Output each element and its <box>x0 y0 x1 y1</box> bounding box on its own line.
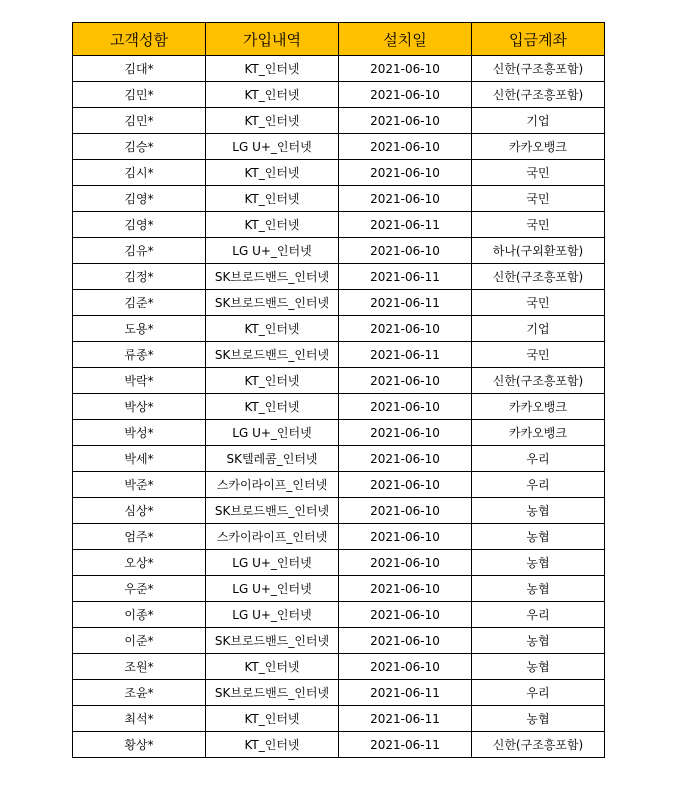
cell-customer-name: 김민* <box>73 108 206 134</box>
table-row <box>73 680 605 706</box>
cell-install-date: 2021-06-10 <box>339 134 472 160</box>
table-row <box>73 56 605 82</box>
table-row <box>73 108 605 134</box>
cell-subscription: KT_인터넷 <box>206 186 339 212</box>
header-subscription: 가입내역 <box>206 23 339 56</box>
cell-customer-name: 김영* <box>73 212 206 238</box>
table-row <box>73 524 605 550</box>
cell-install-date: 2021-06-10 <box>339 446 472 472</box>
cell-install-date: 2021-06-10 <box>339 368 472 394</box>
cell-install-date: 2021-06-10 <box>339 108 472 134</box>
cell-subscription: LG U+_인터넷 <box>206 576 339 602</box>
cell-subscription: KT_인터넷 <box>206 160 339 186</box>
cell-subscription: KT_인터넷 <box>206 56 339 82</box>
cell-install-date: 2021-06-11 <box>339 342 472 368</box>
cell-subscription: KT_인터넷 <box>206 108 339 134</box>
cell-install-date: 2021-06-10 <box>339 316 472 342</box>
cell-deposit-account: 국민 <box>472 212 605 238</box>
table-row <box>73 498 605 524</box>
cell-deposit-account: 카카오뱅크 <box>472 134 605 160</box>
cell-deposit-account: 농협 <box>472 706 605 732</box>
cell-install-date: 2021-06-10 <box>339 576 472 602</box>
table-row <box>73 628 605 654</box>
table-row <box>73 316 605 342</box>
table-row <box>73 602 605 628</box>
cell-subscription: LG U+_인터넷 <box>206 238 339 264</box>
cell-install-date: 2021-06-10 <box>339 654 472 680</box>
cell-subscription: KT_인터넷 <box>206 368 339 394</box>
cell-deposit-account: 신한(구조흥포함) <box>472 56 605 82</box>
table-row <box>73 550 605 576</box>
cell-customer-name: 김준* <box>73 290 206 316</box>
cell-install-date: 2021-06-11 <box>339 212 472 238</box>
table-row <box>73 290 605 316</box>
cell-install-date: 2021-06-11 <box>339 290 472 316</box>
cell-deposit-account: 우리 <box>472 680 605 706</box>
cell-customer-name: 김대* <box>73 56 206 82</box>
cell-install-date: 2021-06-10 <box>339 420 472 446</box>
cell-install-date: 2021-06-10 <box>339 160 472 186</box>
cell-deposit-account: 신한(구조흥포함) <box>472 264 605 290</box>
cell-deposit-account: 우리 <box>472 472 605 498</box>
cell-customer-name: 심상* <box>73 498 206 524</box>
table-row <box>73 342 605 368</box>
cell-customer-name: 최석* <box>73 706 206 732</box>
cell-deposit-account: 우리 <box>472 446 605 472</box>
cell-customer-name: 김유* <box>73 238 206 264</box>
cell-install-date: 2021-06-10 <box>339 238 472 264</box>
cell-deposit-account: 국민 <box>472 342 605 368</box>
cell-deposit-account: 농협 <box>472 498 605 524</box>
table-row <box>73 264 605 290</box>
cell-subscription: KT_인터넷 <box>206 212 339 238</box>
cell-install-date: 2021-06-10 <box>339 550 472 576</box>
cell-install-date: 2021-06-11 <box>339 264 472 290</box>
table-row <box>73 706 605 732</box>
table-row <box>73 446 605 472</box>
cell-customer-name: 도용* <box>73 316 206 342</box>
table-body <box>73 56 605 758</box>
cell-install-date: 2021-06-10 <box>339 628 472 654</box>
cell-deposit-account: 국민 <box>472 160 605 186</box>
cell-deposit-account: 하나(구외환포함) <box>472 238 605 264</box>
cell-customer-name: 오상* <box>73 550 206 576</box>
cell-deposit-account: 신한(구조흥포함) <box>472 82 605 108</box>
cell-customer-name: 박세* <box>73 446 206 472</box>
cell-install-date: 2021-06-10 <box>339 82 472 108</box>
table-row <box>73 576 605 602</box>
cell-subscription: SK브로드밴드_인터넷 <box>206 498 339 524</box>
table-row <box>73 238 605 264</box>
cell-subscription: KT_인터넷 <box>206 654 339 680</box>
cell-deposit-account: 신한(구조흥포함) <box>472 732 605 758</box>
cell-customer-name: 김민* <box>73 82 206 108</box>
cell-customer-name: 엄주* <box>73 524 206 550</box>
cell-subscription: SK텔레콤_인터넷 <box>206 446 339 472</box>
cell-deposit-account: 카카오뱅크 <box>472 394 605 420</box>
cell-customer-name: 이종* <box>73 602 206 628</box>
cell-deposit-account: 신한(구조흥포함) <box>472 368 605 394</box>
table-header <box>73 23 605 56</box>
cell-deposit-account: 우리 <box>472 602 605 628</box>
cell-deposit-account: 국민 <box>472 186 605 212</box>
cell-install-date: 2021-06-11 <box>339 680 472 706</box>
customer-table <box>72 22 605 758</box>
cell-customer-name: 조윤* <box>73 680 206 706</box>
table-row <box>73 134 605 160</box>
header-customer-name: 고객성함 <box>73 23 206 56</box>
table-row <box>73 160 605 186</box>
cell-install-date: 2021-06-10 <box>339 56 472 82</box>
cell-customer-name: 황상* <box>73 732 206 758</box>
table-row <box>73 82 605 108</box>
cell-customer-name: 김정* <box>73 264 206 290</box>
cell-subscription: LG U+_인터넷 <box>206 134 339 160</box>
cell-deposit-account: 농협 <box>472 524 605 550</box>
cell-subscription: SK브로드밴드_인터넷 <box>206 290 339 316</box>
cell-install-date: 2021-06-11 <box>339 706 472 732</box>
table-row <box>73 212 605 238</box>
cell-deposit-account: 농협 <box>472 654 605 680</box>
cell-customer-name: 김시* <box>73 160 206 186</box>
cell-deposit-account: 농협 <box>472 550 605 576</box>
cell-install-date: 2021-06-10 <box>339 394 472 420</box>
cell-customer-name: 박성* <box>73 420 206 446</box>
cell-deposit-account: 기업 <box>472 316 605 342</box>
header-deposit-account: 입금계좌 <box>472 23 605 56</box>
cell-install-date: 2021-06-10 <box>339 186 472 212</box>
table-row <box>73 420 605 446</box>
cell-subscription: KT_인터넷 <box>206 732 339 758</box>
table-row <box>73 186 605 212</box>
cell-deposit-account: 국민 <box>472 290 605 316</box>
cell-customer-name: 우준* <box>73 576 206 602</box>
cell-install-date: 2021-06-10 <box>339 524 472 550</box>
table-row <box>73 394 605 420</box>
cell-customer-name: 김영* <box>73 186 206 212</box>
cell-install-date: 2021-06-11 <box>339 732 472 758</box>
table-row <box>73 654 605 680</box>
cell-subscription: SK브로드밴드_인터넷 <box>206 628 339 654</box>
cell-subscription: KT_인터넷 <box>206 394 339 420</box>
cell-customer-name: 이준* <box>73 628 206 654</box>
cell-customer-name: 조원* <box>73 654 206 680</box>
cell-subscription: LG U+_인터넷 <box>206 602 339 628</box>
cell-install-date: 2021-06-10 <box>339 472 472 498</box>
cell-subscription: KT_인터넷 <box>206 706 339 732</box>
cell-customer-name: 박준* <box>73 472 206 498</box>
cell-deposit-account: 농협 <box>472 576 605 602</box>
cell-subscription: SK브로드밴드_인터넷 <box>206 342 339 368</box>
cell-subscription: LG U+_인터넷 <box>206 420 339 446</box>
cell-install-date: 2021-06-10 <box>339 498 472 524</box>
cell-install-date: 2021-06-10 <box>339 602 472 628</box>
cell-subscription: 스카이라이프_인터넷 <box>206 472 339 498</box>
table-row <box>73 472 605 498</box>
cell-customer-name: 박락* <box>73 368 206 394</box>
table-row <box>73 732 605 758</box>
cell-deposit-account: 농협 <box>472 628 605 654</box>
cell-subscription: 스카이라이프_인터넷 <box>206 524 339 550</box>
header-row <box>73 23 605 56</box>
cell-subscription: SK브로드밴드_인터넷 <box>206 264 339 290</box>
cell-subscription: LG U+_인터넷 <box>206 550 339 576</box>
cell-customer-name: 류종* <box>73 342 206 368</box>
cell-customer-name: 김승* <box>73 134 206 160</box>
header-install-date: 설치일 <box>339 23 472 56</box>
cell-deposit-account: 기업 <box>472 108 605 134</box>
cell-subscription: SK브로드밴드_인터넷 <box>206 680 339 706</box>
cell-deposit-account: 카카오뱅크 <box>472 420 605 446</box>
cell-customer-name: 박상* <box>73 394 206 420</box>
cell-subscription: KT_인터넷 <box>206 316 339 342</box>
cell-subscription: KT_인터넷 <box>206 82 339 108</box>
table-row <box>73 368 605 394</box>
